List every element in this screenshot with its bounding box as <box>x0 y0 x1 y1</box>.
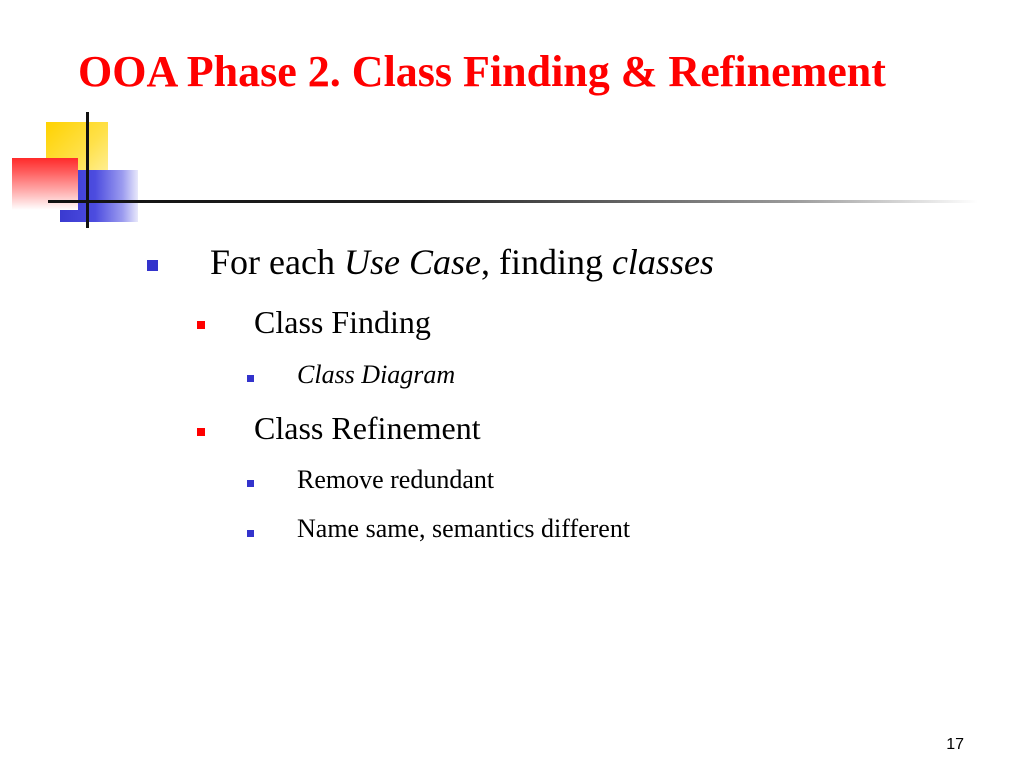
bullet-level2-text <box>254 304 431 340</box>
bullet-level1 <box>210 244 714 280</box>
square-bullet-icon <box>247 375 254 382</box>
bullet-level3 <box>297 467 494 493</box>
page-number: 17 <box>946 736 964 753</box>
bullet-text-segment: Class Refinement <box>254 410 481 446</box>
bullet-level3-text <box>297 465 494 494</box>
bullet-text-segment: classes <box>611 242 714 282</box>
bullet-text-segment: Class Diagram <box>297 360 456 389</box>
bullet-level3 <box>297 362 455 388</box>
bullet-level2 <box>254 412 481 444</box>
square-bullet-icon <box>197 428 205 436</box>
title-underline-rule <box>48 200 978 203</box>
square-bullet-icon <box>197 321 205 329</box>
bullet-level3-text <box>297 514 630 543</box>
bullet-level3 <box>297 516 630 542</box>
square-bullet-icon <box>147 260 158 271</box>
bullet-text-segment: For each <box>210 242 344 282</box>
bullet-text-segment: Remove redundant <box>297 465 495 494</box>
bullet-level3-text <box>297 360 455 389</box>
bullet-text-segment: Name same, semantics different <box>297 514 631 543</box>
bullet-level2 <box>254 306 431 338</box>
slide-logo-decoration <box>0 0 160 240</box>
bullet-level2-text <box>254 410 481 446</box>
vertical-rule <box>86 112 89 228</box>
bullet-text-segment: , finding <box>480 242 612 282</box>
square-bullet-icon <box>247 480 254 487</box>
bullet-text-segment: Class Finding <box>254 304 431 340</box>
slide-title: OOA Phase 2. Class Finding & Refinement <box>78 47 886 96</box>
bullet-text-segment: Use Case <box>343 242 481 282</box>
bullet-level1-text <box>210 242 714 282</box>
square-bullet-icon <box>247 530 254 537</box>
